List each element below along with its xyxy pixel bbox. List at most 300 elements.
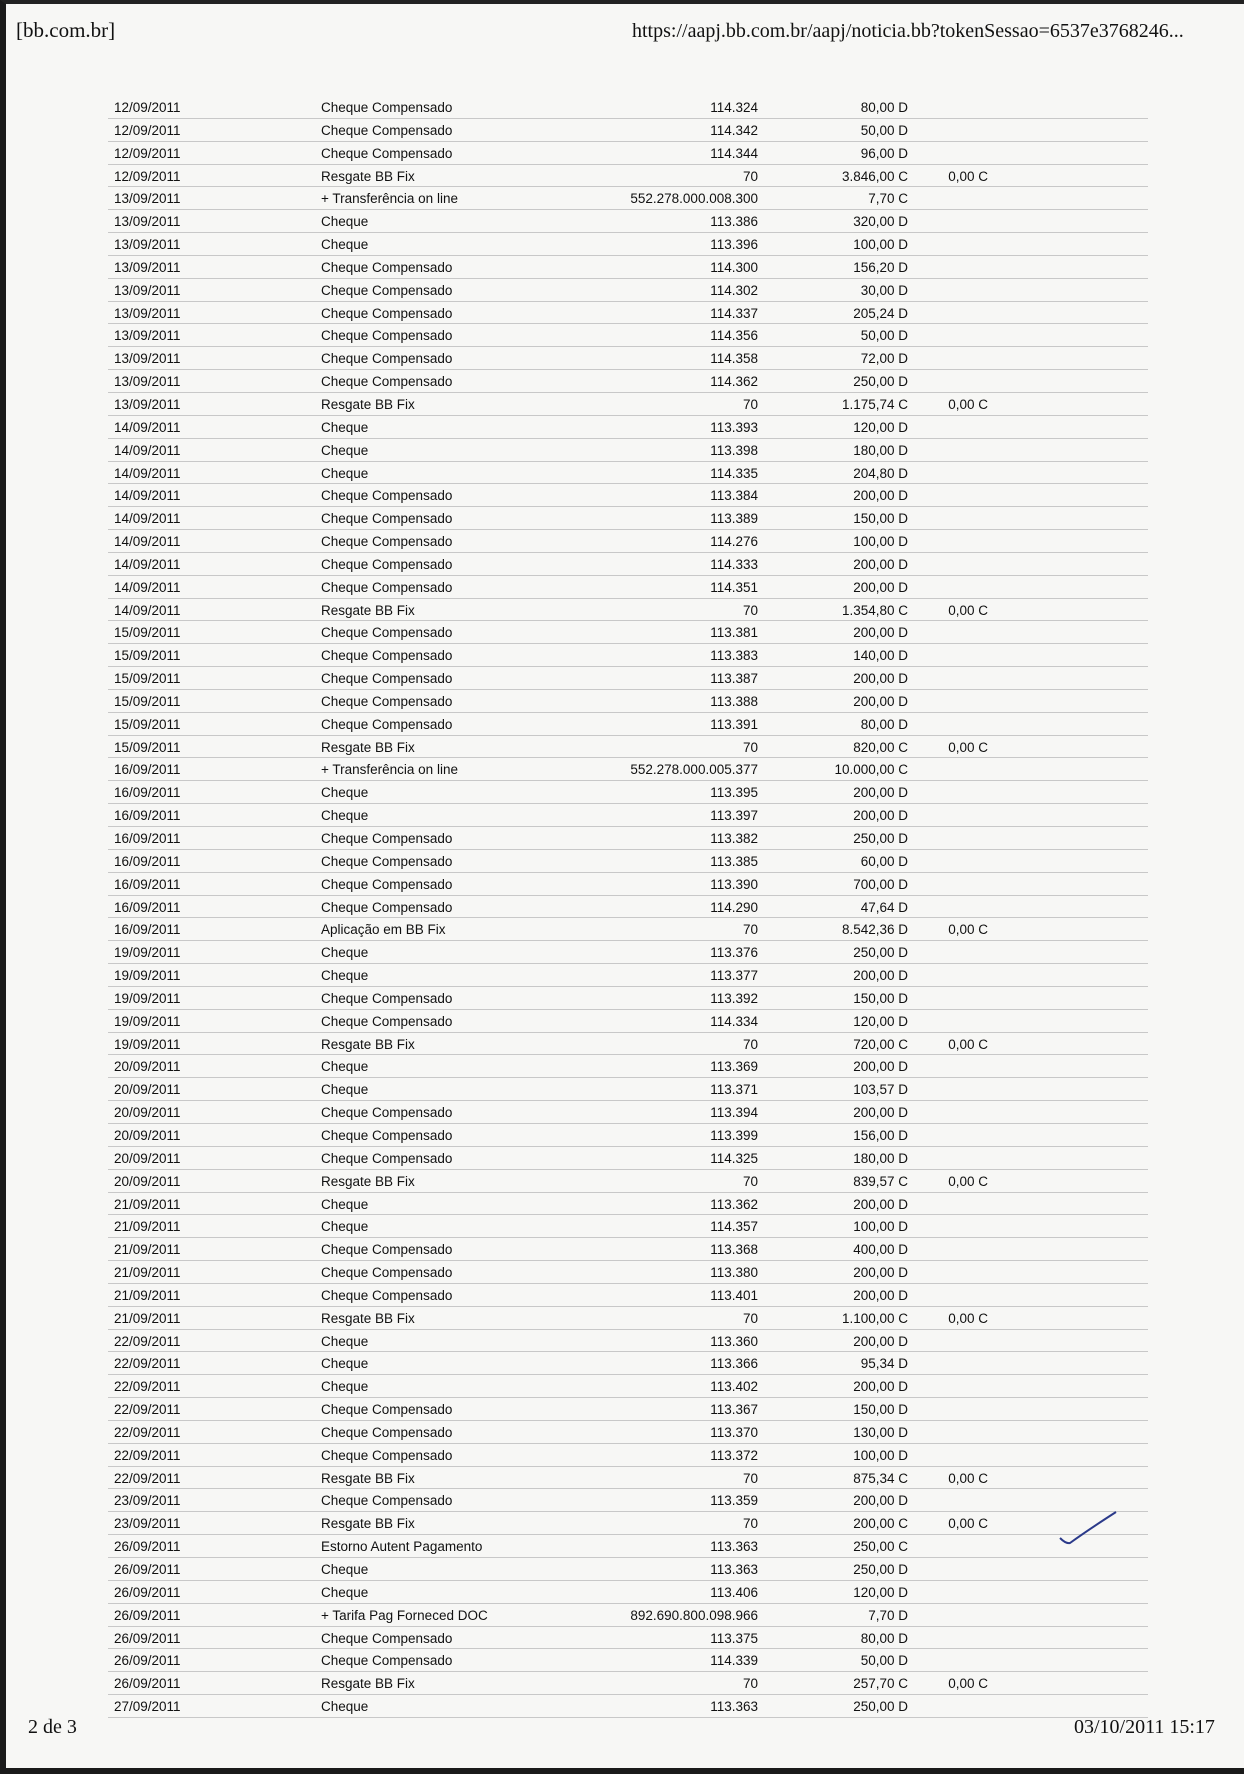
row-document: 113.382 (710, 831, 758, 846)
row-description: Cheque (321, 1562, 369, 1577)
row-document: 114.358 (710, 351, 758, 367)
row-date: 12/09/2011 (114, 145, 181, 161)
table-row (108, 210, 1148, 233)
page-url: https://aapj.bb.com.br/aapj/noticia.bb?tokenSessao=6537e3768246... (632, 20, 1184, 42)
row-value: 156,00 D (853, 1127, 908, 1143)
row-value: 200,00 D (853, 1379, 908, 1395)
table-row (108, 484, 1148, 507)
row-document: 892.690.800.098.966 (630, 1607, 758, 1623)
row-document: 114.290 (710, 899, 758, 915)
row-value: 200,00 D (853, 1493, 908, 1509)
row-date: 20/09/2011 (114, 1173, 181, 1189)
row-value: 50,00 D (860, 1653, 908, 1669)
row-balance: 0,00 C (948, 1173, 988, 1189)
row-value: 257,70 C (853, 1676, 908, 1692)
row-description: Cheque (321, 237, 369, 253)
row-document: 113.399 (710, 1127, 758, 1143)
row-date: 12/09/2011 (114, 100, 181, 115)
row-description: Cheque Compensado (321, 351, 453, 367)
table-row (108, 1010, 1148, 1033)
row-document: 70 (742, 922, 758, 938)
row-description: Cheque Compensado (321, 1105, 453, 1121)
row-value: 250,00 D (853, 1699, 908, 1715)
table-row (108, 621, 1148, 644)
table-row (108, 96, 1148, 119)
row-date: 16/09/2011 (114, 853, 181, 869)
table-row (108, 576, 1148, 599)
row-document: 113.402 (710, 1379, 758, 1395)
row-document: 113.359 (710, 1493, 758, 1509)
row-balance: 0,00 C (948, 168, 988, 184)
row-value: 200,00 D (853, 1333, 908, 1349)
table-row (108, 667, 1148, 690)
table-row (108, 987, 1148, 1010)
row-document: 114.337 (710, 305, 758, 321)
row-balance: 0,00 C (948, 396, 988, 412)
row-value: 200,00 D (853, 671, 908, 687)
row-document: 113.393 (710, 419, 758, 435)
row-document: 113.383 (710, 648, 758, 664)
row-description: Cheque (321, 1333, 369, 1349)
row-value: 200,00 D (853, 693, 908, 709)
row-value: 80,00 D (860, 716, 908, 732)
row-value: 10.000,00 C (834, 762, 908, 778)
row-description: Cheque Compensado (321, 625, 453, 641)
row-description: Cheque Compensado (321, 511, 453, 527)
row-date: 14/09/2011 (114, 579, 181, 595)
row-document: 113.385 (710, 853, 758, 869)
row-date: 26/09/2011 (114, 1676, 181, 1692)
row-value: 50,00 D (860, 328, 908, 344)
row-date: 15/09/2011 (114, 625, 181, 641)
row-value: 1.100,00 C (841, 1310, 908, 1326)
row-document: 70 (742, 602, 758, 618)
row-value: 60,00 D (860, 853, 908, 869)
row-value: 200,00 D (853, 1265, 908, 1281)
row-description: Cheque Compensado (321, 1630, 453, 1646)
row-value: 100,00 D (853, 1447, 908, 1463)
row-document: 70 (742, 739, 758, 755)
row-value: 30,00 D (860, 282, 908, 298)
row-value: 7,70 C (868, 191, 908, 207)
row-description: Cheque Compensado (321, 305, 453, 321)
row-description: Cheque (321, 1379, 369, 1395)
table-row (108, 1581, 1148, 1604)
row-description: Cheque Compensado (321, 1265, 453, 1281)
row-description: Resgate BB Fix (321, 1310, 415, 1326)
row-document: 70 (742, 1310, 758, 1326)
row-document: 70 (742, 1173, 758, 1189)
row-date: 22/09/2011 (114, 1333, 181, 1349)
row-date: 22/09/2011 (114, 1402, 181, 1418)
row-value: 200,00 D (853, 808, 908, 824)
row-document: 113.390 (710, 876, 758, 892)
table-row (108, 507, 1148, 530)
table-row (108, 233, 1148, 256)
row-description: Cheque Compensado (321, 374, 453, 390)
row-date: 20/09/2011 (114, 1082, 181, 1098)
table-row (108, 1284, 1148, 1307)
row-document: 114.324 (710, 100, 758, 115)
row-document: 113.369 (710, 1059, 758, 1075)
row-value: 839,57 C (853, 1173, 908, 1189)
row-date: 16/09/2011 (114, 899, 181, 915)
row-date: 22/09/2011 (114, 1356, 181, 1372)
row-date: 13/09/2011 (114, 259, 181, 275)
table-row (108, 599, 1148, 622)
row-value: 180,00 D (853, 442, 908, 458)
row-date: 22/09/2011 (114, 1447, 181, 1463)
row-date: 15/09/2011 (114, 716, 181, 732)
row-description: Cheque Compensado (321, 259, 453, 275)
row-value: 156,20 D (853, 259, 908, 275)
row-date: 21/09/2011 (114, 1287, 181, 1303)
row-value: 400,00 D (853, 1242, 908, 1258)
row-document: 113.366 (710, 1356, 758, 1372)
row-date: 13/09/2011 (114, 191, 181, 207)
row-description: Resgate BB Fix (321, 1173, 415, 1189)
row-description: Cheque Compensado (321, 1287, 453, 1303)
table-row (108, 1535, 1148, 1558)
row-description: Resgate BB Fix (321, 739, 415, 755)
row-value: 200,00 D (853, 785, 908, 801)
row-value: 103,57 D (853, 1082, 908, 1098)
table-row (108, 165, 1148, 188)
row-date: 16/09/2011 (114, 831, 181, 846)
row-value: 320,00 D (853, 214, 908, 230)
row-value: 120,00 D (853, 419, 908, 435)
row-document: 113.395 (710, 785, 758, 801)
row-description: Cheque (321, 1082, 369, 1098)
row-document: 113.389 (710, 511, 758, 527)
table-row (108, 1489, 1148, 1512)
row-description: Cheque (321, 1219, 369, 1235)
row-description: Cheque (321, 785, 369, 801)
row-date: 27/09/2011 (114, 1699, 181, 1715)
row-date: 14/09/2011 (114, 511, 181, 527)
table-row (108, 827, 1148, 850)
row-value: 150,00 D (853, 990, 908, 1006)
row-value: 120,00 D (853, 1584, 908, 1600)
row-date: 26/09/2011 (114, 1630, 181, 1646)
row-document: 113.377 (710, 968, 758, 984)
table-row (108, 1055, 1148, 1078)
row-date: 13/09/2011 (114, 351, 181, 367)
table-row (108, 370, 1148, 393)
row-description: Cheque Compensado (321, 1013, 453, 1029)
table-row (108, 1078, 1148, 1101)
row-description: Cheque Compensado (321, 671, 453, 687)
row-date: 26/09/2011 (114, 1607, 181, 1623)
row-date: 19/09/2011 (114, 990, 181, 1006)
table-row (108, 1672, 1148, 1695)
table-row (108, 439, 1148, 462)
table-row (108, 142, 1148, 165)
row-description: Cheque Compensado (321, 282, 453, 298)
table-row (108, 804, 1148, 827)
row-date: 21/09/2011 (114, 1196, 181, 1212)
row-value: 200,00 D (853, 579, 908, 595)
row-value: 200,00 D (853, 556, 908, 572)
row-date: 19/09/2011 (114, 968, 181, 984)
table-row (108, 918, 1148, 941)
row-value: 95,34 D (860, 1356, 908, 1372)
row-document: 113.388 (710, 693, 758, 709)
row-description: Cheque (321, 1356, 369, 1372)
row-description: Resgate BB Fix (321, 1036, 415, 1052)
row-value: 47,64 D (860, 899, 908, 915)
row-value: 120,00 D (853, 1013, 908, 1029)
page-number: 2 de 3 (28, 1716, 77, 1738)
row-value: 140,00 D (853, 648, 908, 664)
row-date: 22/09/2011 (114, 1424, 181, 1440)
row-description: Aplicação em BB Fix (321, 922, 446, 938)
table-row (108, 1649, 1148, 1672)
row-document: 113.375 (710, 1630, 758, 1646)
table-row (108, 896, 1148, 919)
row-description: Cheque Compensado (321, 1127, 453, 1143)
row-value: 700,00 D (853, 876, 908, 892)
row-description: Resgate BB Fix (321, 1676, 415, 1692)
row-value: 875,34 C (853, 1470, 908, 1486)
row-date: 26/09/2011 (114, 1562, 181, 1577)
row-description: Resgate BB Fix (321, 396, 415, 412)
row-description: Cheque (321, 419, 369, 435)
table-row (108, 347, 1148, 370)
table-row (108, 690, 1148, 713)
table-row (108, 873, 1148, 896)
row-date: 16/09/2011 (114, 876, 181, 892)
table-row (108, 393, 1148, 416)
row-description: Cheque Compensado (321, 1242, 453, 1258)
row-date: 23/09/2011 (114, 1493, 181, 1509)
row-date: 13/09/2011 (114, 396, 181, 412)
table-row (108, 1375, 1148, 1398)
row-value: 1.354,80 C (841, 602, 908, 618)
row-description: Cheque Compensado (321, 1653, 453, 1669)
row-date: 21/09/2011 (114, 1219, 181, 1235)
print-datetime: 03/10/2011 15:17 (1074, 1716, 1215, 1738)
row-value: 200,00 D (853, 1059, 908, 1075)
row-document: 114.356 (710, 328, 758, 344)
table-row (108, 1261, 1148, 1284)
row-description: Cheque Compensado (321, 990, 453, 1006)
row-date: 20/09/2011 (114, 1059, 181, 1075)
row-value: 100,00 D (853, 237, 908, 253)
row-document: 113.370 (710, 1424, 758, 1440)
table-row (108, 850, 1148, 873)
row-value: 1.175,74 C (841, 396, 908, 412)
table-row (108, 1604, 1148, 1627)
row-value: 96,00 D (860, 145, 908, 161)
row-date: 21/09/2011 (114, 1310, 181, 1326)
row-date: 14/09/2011 (114, 465, 181, 481)
row-document: 113.387 (710, 671, 758, 687)
row-value: 250,00 D (853, 1562, 908, 1577)
table-row (108, 1170, 1148, 1193)
row-balance: 0,00 C (948, 1516, 988, 1532)
row-description: Cheque Compensado (321, 1493, 453, 1509)
row-date: 22/09/2011 (114, 1379, 181, 1395)
row-description: Resgate BB Fix (321, 1516, 415, 1532)
row-document: 114.300 (710, 259, 758, 275)
row-value: 80,00 D (860, 100, 908, 115)
row-value: 72,00 D (860, 351, 908, 367)
row-description: Cheque Compensado (321, 716, 453, 732)
row-value: 205,24 D (853, 305, 908, 321)
table-row (108, 758, 1148, 781)
row-document: 113.386 (710, 214, 758, 230)
row-value: 150,00 D (853, 511, 908, 527)
table-row (108, 781, 1148, 804)
row-description: Cheque Compensado (321, 328, 453, 344)
table-row (108, 1215, 1148, 1238)
row-document: 113.406 (710, 1584, 758, 1600)
table-row (108, 1033, 1148, 1056)
table-row (108, 187, 1148, 210)
row-date: 14/09/2011 (114, 419, 181, 435)
row-date: 13/09/2011 (114, 237, 181, 253)
table-row (108, 1421, 1148, 1444)
row-document: 70 (742, 168, 758, 184)
row-value: 250,00 C (853, 1539, 908, 1555)
row-description: Estorno Autent Pagamento (321, 1539, 483, 1555)
table-row (108, 553, 1148, 576)
row-balance: 0,00 C (948, 602, 988, 618)
table-row (108, 324, 1148, 347)
table-row (108, 736, 1148, 759)
table-row (108, 530, 1148, 553)
table-row (108, 1330, 1148, 1353)
row-date: 22/09/2011 (114, 1470, 181, 1486)
row-document: 114.325 (710, 1150, 758, 1166)
row-document: 113.396 (710, 237, 758, 253)
row-description: Cheque (321, 1699, 369, 1715)
row-document: 113.363 (710, 1539, 758, 1555)
row-description: Resgate BB Fix (321, 602, 415, 618)
table-row (108, 1695, 1148, 1718)
row-date: 16/09/2011 (114, 922, 181, 938)
row-date: 20/09/2011 (114, 1127, 181, 1143)
row-document: 552.278.000.005.377 (630, 762, 758, 778)
table-row (108, 119, 1148, 142)
row-description: Cheque Compensado (321, 1424, 453, 1440)
row-document: 114.351 (710, 579, 758, 595)
row-document: 70 (742, 396, 758, 412)
row-date: 14/09/2011 (114, 534, 181, 550)
row-document: 70 (742, 1516, 758, 1532)
row-date: 13/09/2011 (114, 282, 181, 298)
row-date: 26/09/2011 (114, 1653, 181, 1669)
row-date: 13/09/2011 (114, 305, 181, 321)
row-document: 114.342 (710, 122, 758, 138)
row-document: 113.401 (710, 1287, 758, 1303)
table-row (108, 1193, 1148, 1216)
row-document: 113.363 (710, 1699, 758, 1715)
row-description: Cheque (321, 1196, 369, 1212)
row-document: 114.333 (710, 556, 758, 572)
row-date: 26/09/2011 (114, 1539, 181, 1555)
row-value: 200,00 D (853, 1196, 908, 1212)
row-document: 113.380 (710, 1265, 758, 1281)
table-row (108, 279, 1148, 302)
row-balance: 0,00 C (948, 922, 988, 938)
row-description: Cheque (321, 214, 369, 230)
row-document: 113.398 (710, 442, 758, 458)
row-description: Cheque Compensado (321, 122, 453, 138)
row-value: 250,00 D (853, 945, 908, 961)
row-value: 8.542,36 D (841, 922, 908, 938)
row-description: Cheque (321, 1584, 369, 1600)
row-document: 113.391 (710, 716, 758, 732)
row-document: 113.371 (710, 1082, 758, 1098)
row-date: 14/09/2011 (114, 488, 181, 504)
row-description: Cheque (321, 1059, 369, 1075)
row-date: 19/09/2011 (114, 945, 181, 961)
row-description: Cheque (321, 442, 369, 458)
row-value: 180,00 D (853, 1150, 908, 1166)
row-document: 552.278.000.008.300 (630, 191, 758, 207)
row-document: 70 (742, 1036, 758, 1052)
table-row (108, 462, 1148, 485)
row-date: 12/09/2011 (114, 168, 181, 184)
row-document: 113.360 (710, 1333, 758, 1349)
row-value: 250,00 D (853, 831, 908, 846)
row-document: 114.276 (710, 534, 758, 550)
row-date: 14/09/2011 (114, 556, 181, 572)
row-date: 21/09/2011 (114, 1265, 181, 1281)
row-description: Cheque (321, 968, 369, 984)
row-date: 20/09/2011 (114, 1105, 181, 1121)
row-document: 113.363 (710, 1562, 758, 1577)
row-description: Cheque Compensado (321, 1447, 453, 1463)
row-description: Cheque Compensado (321, 1150, 453, 1166)
row-description: Cheque Compensado (321, 145, 453, 161)
row-document: 114.335 (710, 465, 758, 481)
row-document: 113.381 (710, 625, 758, 641)
table-row (108, 941, 1148, 964)
statement-table (108, 96, 1148, 1718)
row-document: 114.344 (710, 145, 758, 161)
row-date: 16/09/2011 (114, 808, 181, 824)
table-row (108, 644, 1148, 667)
row-description: Cheque Compensado (321, 831, 453, 846)
row-date: 14/09/2011 (114, 602, 181, 618)
row-balance: 0,00 C (948, 1676, 988, 1692)
row-description: Cheque (321, 808, 369, 824)
row-value: 100,00 D (853, 534, 908, 550)
checkmark-icon (1058, 1510, 1118, 1546)
row-value: 150,00 D (853, 1402, 908, 1418)
table-row (108, 302, 1148, 325)
row-description: Cheque Compensado (321, 488, 453, 504)
row-document: 113.367 (710, 1402, 758, 1418)
row-date: 15/09/2011 (114, 671, 181, 687)
row-value: 820,00 C (853, 739, 908, 755)
row-description: Cheque Compensado (321, 100, 453, 115)
table-row (108, 256, 1148, 279)
table-row (108, 1512, 1148, 1535)
row-description: + Transferência on line (321, 191, 458, 207)
table-row (108, 1558, 1148, 1581)
row-date: 16/09/2011 (114, 762, 181, 778)
row-document: 113.394 (710, 1105, 758, 1121)
row-date: 12/09/2011 (114, 122, 181, 138)
row-value: 250,00 D (853, 374, 908, 390)
row-value: 200,00 D (853, 1105, 908, 1121)
row-document: 70 (742, 1676, 758, 1692)
table-row (108, 416, 1148, 439)
